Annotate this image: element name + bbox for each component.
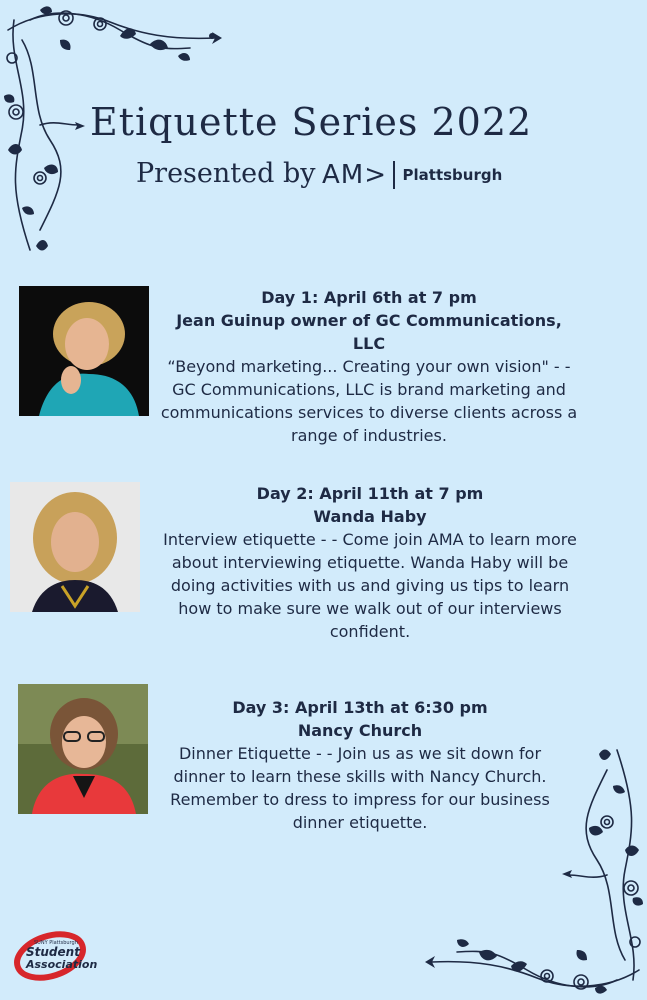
logo-line-1: Student: [26, 945, 80, 959]
page-title: Etiquette Series 2022: [90, 100, 533, 144]
logo-line-2: Association: [26, 958, 98, 971]
event-3-description: Dinner Etiquette - - Join us as we sit down for dinner to learn these skills with Nancy Church. Remember to dress to impress for our business dinner etiquette.: [170, 744, 550, 832]
speaker-photo-wanda-haby: [10, 482, 140, 612]
event-3-speaker: Nancy Church: [297, 721, 423, 740]
event-2-text: [152, 482, 588, 643]
event-1-speaker: Jean Guinup owner of GC Communications, LLC: [176, 311, 562, 353]
event-1-text: [160, 286, 578, 447]
student-association-logo: [12, 928, 98, 984]
event-2-date: Day 2: April 11th at 7 pm: [256, 484, 484, 503]
ama-logo-city: Plattsburgh: [402, 166, 503, 184]
event-1-date: Day 1: April 6th at 7 pm: [261, 288, 477, 307]
event-3-date: Day 3: April 13th at 6:30 pm: [232, 698, 488, 717]
ama-logo-divider: [393, 161, 395, 189]
speaker-photo-nancy-church: [18, 684, 148, 814]
event-1-description: “Beyond marketing... Creating your own vision" - - GC Communications, LLC is brand marketing and communications services to diverse clients across a range of industries.: [160, 357, 578, 445]
logo-top-text: SUNY Plattsburgh: [34, 940, 78, 946]
ama-logo-word: AM>: [322, 160, 388, 190]
event-3-text: [160, 696, 560, 834]
speaker-photo-jean-guinup: [19, 286, 149, 416]
presented-by-label: Presented by: [136, 158, 316, 189]
ama-logo: [322, 160, 502, 190]
event-2-description: Interview etiquette - - Come join AMA to learn more about interviewing etiquette. Wanda Haby will be doing activities with us and giving us tips to learn how to make sure we walk out of our interviews confident.: [163, 530, 577, 641]
event-2-speaker: Wanda Haby: [313, 507, 427, 526]
